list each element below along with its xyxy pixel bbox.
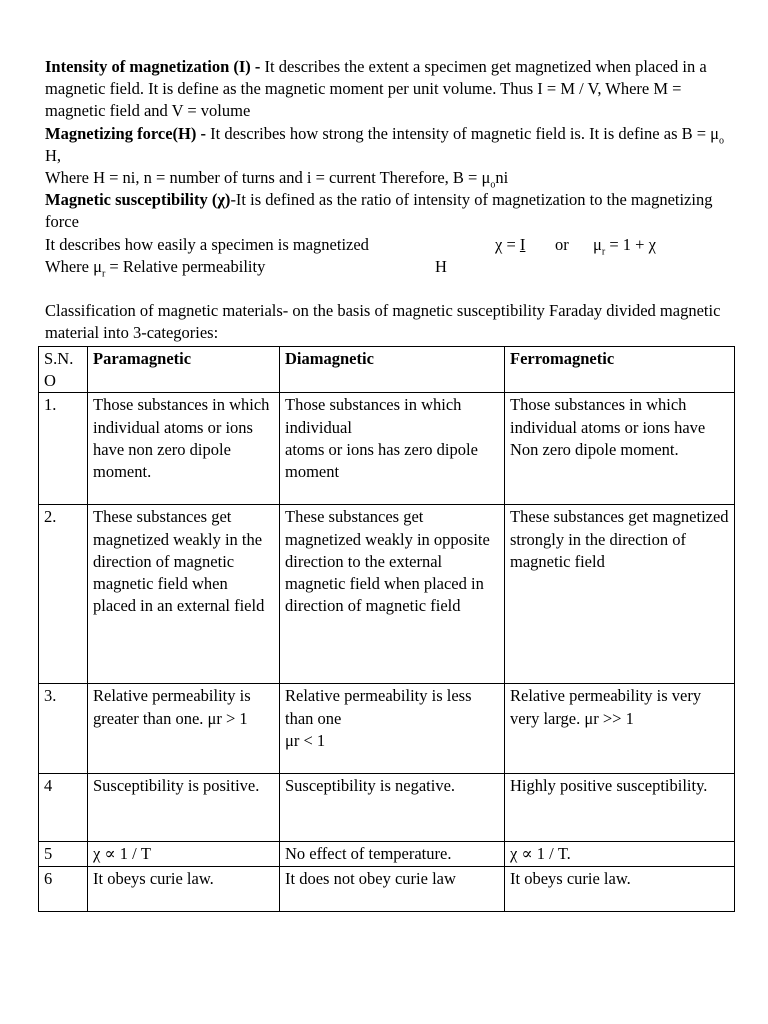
magnetizing-force-paragraph: [45, 123, 735, 167]
table-row: [39, 866, 735, 911]
mu-symbol: μ: [593, 234, 602, 254]
subscript-o: o: [490, 179, 496, 191]
table-row: [39, 505, 735, 684]
definition-magnetizing-force-end: H,: [45, 145, 62, 165]
cell-paramagnetic: These substances get magnetized weakly in the direction of magnetic magnetic field when placed in an external field: [88, 505, 280, 684]
cell-diamagnetic: Relative permeability is less than one μr < 1: [280, 684, 505, 774]
where-mu-text: Where μ: [45, 256, 102, 276]
where-h-text-end: ni: [495, 168, 509, 188]
header-sno: S.N. O: [39, 347, 88, 393]
cell-sno: 2.: [39, 505, 88, 684]
cell-paramagnetic: Relative permeability is greater than one. μr > 1: [88, 684, 280, 774]
table-row: [39, 684, 735, 774]
chi-equals: χ =: [495, 234, 520, 254]
formula-row-1: [45, 234, 735, 256]
subscript-r: r: [101, 268, 106, 280]
cell-diamagnetic: Those substances in which individual atoms or ions has zero dipole moment: [280, 393, 505, 505]
definition-intensity: It describes the extent a specimen get magnetized when placed in a magnetic field. It is define as the magnetic moment per unit volume. Thus I = M / V, Where M = magnetic field and V = volume: [45, 57, 707, 121]
term-magnetizing-force: Magnetizing force(H) -: [45, 123, 206, 143]
cell-ferromagnetic: Relative permeability is very very large. μr >> 1: [505, 684, 735, 774]
subscript-r: r: [601, 245, 606, 257]
classification-paragraph: Classification of magnetic materials- on the basis of magnetic susceptibility Faraday divided magnetic material into 3-categories:: [45, 301, 721, 343]
header-diamagnetic: Diamagnetic: [280, 347, 505, 393]
cell-paramagnetic: Susceptibility is positive.: [88, 774, 280, 842]
term-intensity: Intensity of magnetization (I) -: [45, 57, 261, 76]
formula-denominator: H: [435, 256, 447, 276]
cell-ferromagnetic: These substances get magnetized strongly in the direction of magnetic field: [505, 505, 735, 684]
formula-row-2: [45, 256, 735, 278]
cell-paramagnetic: χ ∝ 1 / T: [88, 842, 280, 866]
table-row: [39, 393, 735, 505]
cell-sno: 3.: [39, 684, 88, 774]
cell-ferromagnetic: χ ∝ 1 / T.: [505, 842, 735, 866]
cell-sno: 4: [39, 774, 88, 842]
cell-ferromagnetic: It obeys curie law.: [505, 866, 735, 911]
where-h-text: Where H = ni, n = number of turns and i = current Therefore, B = μ: [45, 168, 491, 188]
cell-sno: 1.: [39, 393, 88, 505]
cell-ferromagnetic: Highly positive susceptibility.: [505, 774, 735, 842]
spacer: [45, 278, 735, 300]
definition-susceptibility: -It is defined as the ratio of intensity of magnetization to the magnetizing force: [45, 190, 713, 232]
header-paramagnetic: Paramagnetic: [88, 347, 280, 393]
formula-or: or: [555, 234, 569, 254]
term-susceptibility: Magnetic susceptibility (χ): [45, 190, 231, 210]
cell-diamagnetic: No effect of temperature.: [280, 842, 505, 866]
formula-mu: [593, 234, 656, 256]
table-row: [39, 842, 735, 866]
definition-magnetizing-force: It describes how strong the intensity of magnetic field is. It is define as B = μ: [205, 123, 720, 143]
formula-mu-rest: = 1 + χ: [605, 234, 656, 254]
magnetic-susceptibility-paragraph: [45, 189, 735, 233]
cell-diamagnetic: These substances get magnetized weakly in opposite direction to the external magnetic field when placed in direction of magnetic field: [280, 505, 505, 684]
intensity-of-magnetization-paragraph: [45, 56, 735, 123]
magnetic-materials-table: [38, 346, 735, 912]
table-header-row: [39, 347, 735, 393]
describes-text: It describes how easily a specimen is magnetized: [45, 234, 369, 254]
where-h-paragraph: [45, 167, 735, 189]
where-mu-text-end: = Relative permeability: [105, 256, 266, 276]
table-row: [39, 774, 735, 842]
cell-sno: 6: [39, 866, 88, 911]
formula-chi: [495, 234, 525, 256]
cell-paramagnetic: It obeys curie law.: [88, 866, 280, 911]
cell-sno: 5: [39, 842, 88, 866]
header-ferromagnetic: Ferromagnetic: [505, 347, 735, 393]
formula-numerator: I: [519, 234, 526, 254]
subscript-o: o: [719, 134, 725, 146]
cell-diamagnetic: Susceptibility is negative.: [280, 774, 505, 842]
cell-diamagnetic: It does not obey curie law: [280, 866, 505, 911]
intro-section: [45, 56, 735, 345]
cell-paramagnetic: Those substances in which individual atoms or ions have non zero dipole moment.: [88, 393, 280, 505]
cell-ferromagnetic: Those substances in which individual atoms or ions have Non zero dipole moment.: [505, 393, 735, 505]
